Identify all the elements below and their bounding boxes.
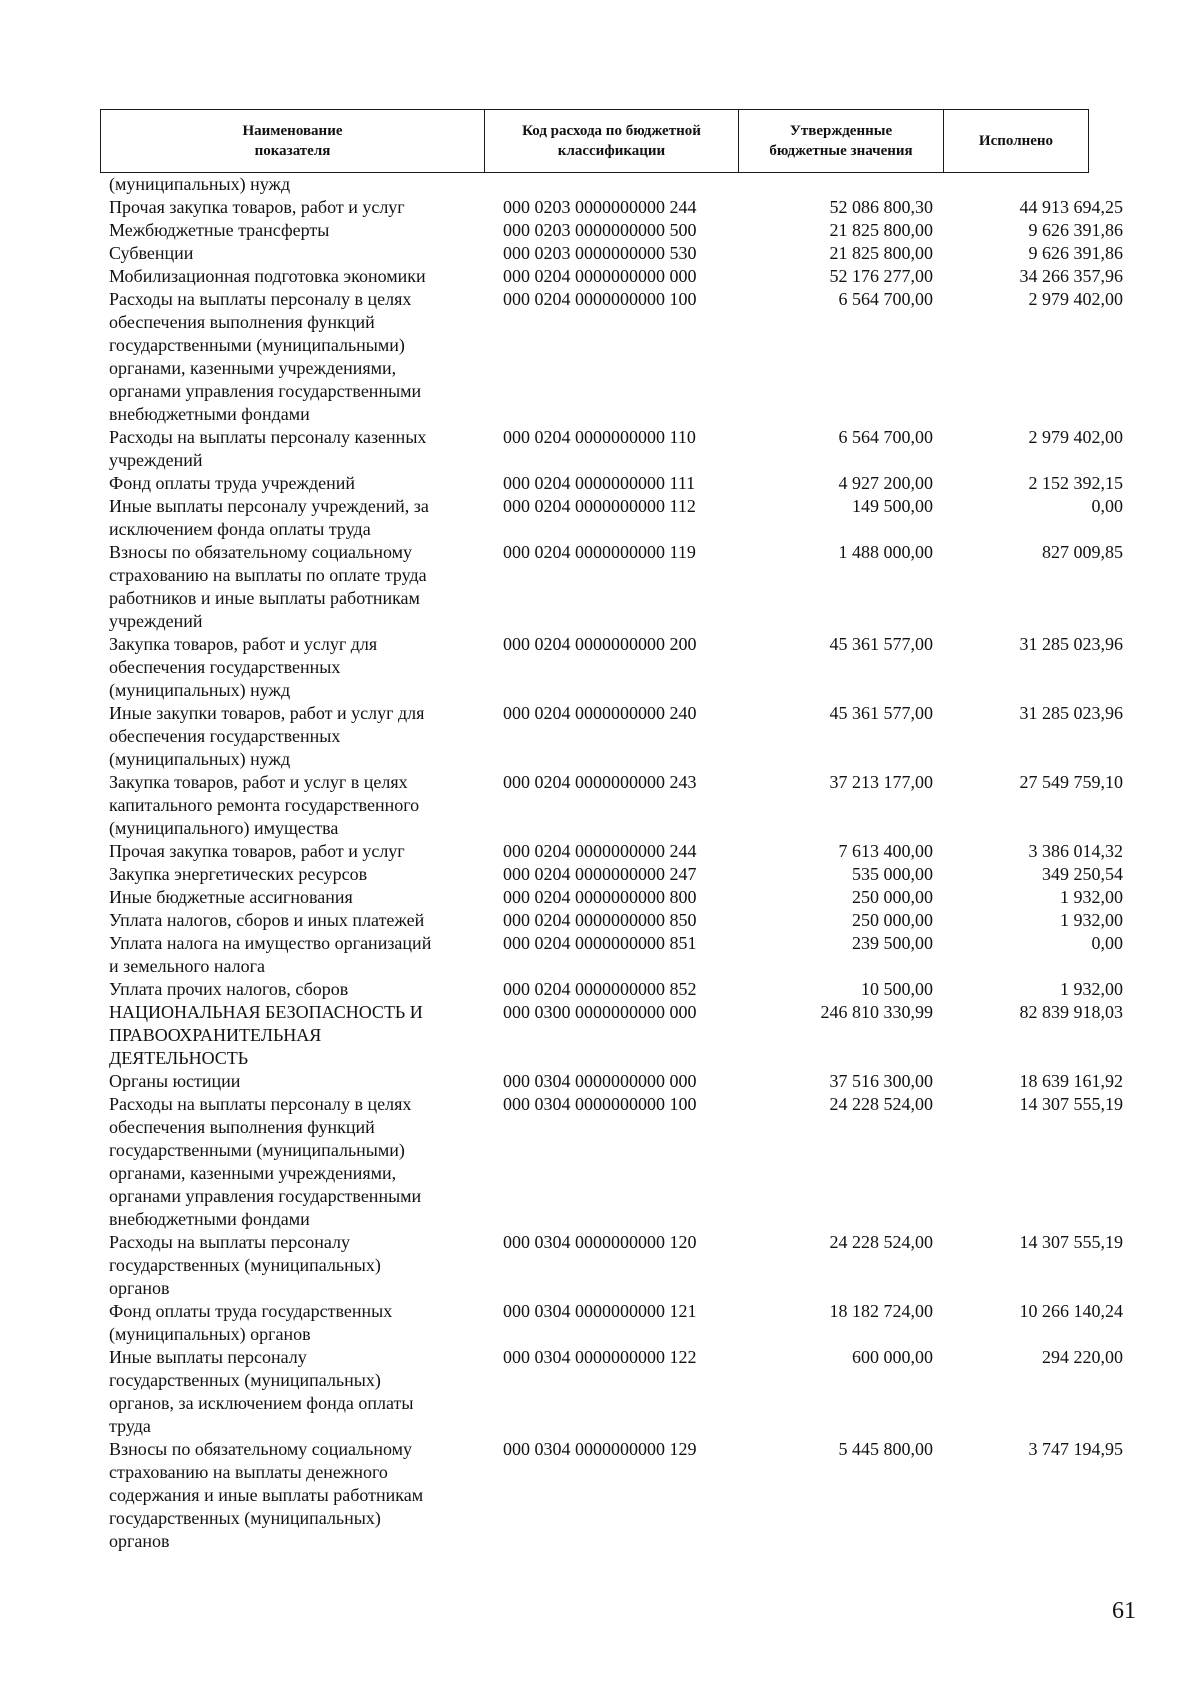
row-exec-cell: 82 839 918,03 (1019, 1002, 1123, 1022)
row-plan-cell: 21 825 800,00 (829, 220, 933, 240)
row-name-cell: Закупка энергетических ресурсов (109, 864, 368, 884)
row-name-cell: (муниципальных) нужд (109, 174, 291, 194)
row-exec-cell: 0,00 (1091, 933, 1123, 953)
row-plan-cell: 600 000,00 (852, 1347, 933, 1367)
row-name-cell: Расходы на выплаты персоналу государственных (муниципальных) органов (109, 1232, 381, 1298)
row-plan-cell: 45 361 577,00 (829, 634, 933, 654)
row-name-cell: Фонд оплаты труда учреждений (109, 473, 355, 493)
table-row (0, 909, 1200, 932)
row-plan-cell: 250 000,00 (852, 910, 933, 930)
table-row (0, 541, 1200, 633)
row-plan-cell: 4 927 200,00 (838, 473, 933, 493)
header-code-label: Код расхода по бюджетной классификации (522, 123, 701, 159)
row-code-cell: 000 0304 0000000000 120 (503, 1232, 697, 1252)
row-code-cell: 000 0203 0000000000 500 (503, 220, 697, 240)
row-exec-cell: 9 626 391,86 (1028, 220, 1123, 240)
page-number: 61 (1112, 1598, 1136, 1624)
row-plan-cell: 535 000,00 (852, 864, 933, 884)
row-code-cell: 000 0204 0000000000 850 (503, 910, 697, 930)
row-code-cell: 000 0204 0000000000 247 (503, 864, 697, 884)
row-code-cell: 000 0204 0000000000 110 (503, 427, 696, 447)
row-code-cell: 000 0300 0000000000 000 (503, 1002, 697, 1022)
table-row (0, 265, 1200, 288)
header-plan-cell (739, 110, 944, 172)
row-plan-cell: 239 500,00 (852, 933, 933, 953)
row-name-cell: Фонд оплаты труда государственных (муниципальных) органов (109, 1301, 393, 1344)
row-exec-cell: 3 386 014,32 (1028, 841, 1123, 861)
row-exec-cell: 10 266 140,24 (1019, 1301, 1123, 1321)
row-exec-cell: 294 220,00 (1042, 1347, 1123, 1367)
row-exec-cell: 34 266 357,96 (1019, 266, 1123, 286)
row-exec-cell: 0,00 (1091, 496, 1123, 516)
row-exec-cell: 1 932,00 (1060, 887, 1123, 907)
header-exec-label: Исполнено (978, 133, 1054, 149)
table-row (0, 1093, 1200, 1231)
row-exec-cell: 827 009,85 (1042, 542, 1123, 562)
table-row (0, 173, 1200, 196)
table-row (0, 932, 1200, 978)
row-exec-cell: 31 285 023,96 (1019, 703, 1123, 723)
table-row (0, 495, 1200, 541)
row-code-cell: 000 0204 0000000000 100 (503, 289, 697, 309)
table-row (0, 633, 1200, 702)
row-code-cell: 000 0204 0000000000 852 (503, 979, 697, 999)
row-name-cell: Расходы на выплаты персоналу в целях обеспечения выполнения функций государственными (муниципальными) органами, казенными учреждениями, органами управления государственными внебюджетными фондами (109, 289, 422, 424)
row-name-cell: Расходы на выплаты персоналу в целях обеспечения выполнения функций государственными (муниципальными) органами, казенными учреждениями, органами управления государственными внебюджетными фондами (109, 1094, 422, 1229)
row-exec-cell (933, 173, 1123, 196)
row-code-cell: 000 0304 0000000000 000 (503, 1071, 697, 1091)
table-row (0, 1300, 1200, 1346)
row-plan-cell: 24 228 524,00 (829, 1232, 933, 1252)
row-name-cell: Субвенции (109, 243, 194, 263)
row-code-cell: 000 0304 0000000000 100 (503, 1094, 697, 1114)
row-exec-cell: 31 285 023,96 (1019, 634, 1123, 654)
row-code-cell: 000 0204 0000000000 000 (503, 266, 697, 286)
row-exec-cell: 14 307 555,19 (1019, 1094, 1123, 1114)
row-code-cell: 000 0204 0000000000 240 (503, 703, 697, 723)
row-plan-cell: 250 000,00 (852, 887, 933, 907)
table-row (0, 702, 1200, 771)
table-row (0, 771, 1200, 840)
row-exec-cell: 349 250,54 (1042, 864, 1123, 884)
table-row (0, 886, 1200, 909)
row-plan-cell: 149 500,00 (852, 496, 933, 516)
row-name-cell: Иные выплаты персоналу учреждений, за исключением фонда оплаты труда (109, 496, 429, 539)
row-name-cell: Уплата налогов, сборов и иных платежей (109, 910, 425, 930)
row-plan-cell: 52 086 800,30 (829, 197, 933, 217)
row-exec-cell: 3 747 194,95 (1028, 1439, 1123, 1459)
header-plan-label: Утвержденные бюджетные значения (769, 123, 913, 159)
row-code-cell: 000 0204 0000000000 119 (503, 542, 696, 562)
row-code-cell (495, 173, 735, 196)
row-plan-cell: 1 488 000,00 (838, 542, 933, 562)
table-row (0, 1001, 1200, 1070)
row-exec-cell: 14 307 555,19 (1019, 1232, 1123, 1252)
row-code-cell: 000 0203 0000000000 530 (503, 243, 697, 263)
row-code-cell: 000 0204 0000000000 112 (503, 496, 696, 516)
row-plan-cell: 21 825 800,00 (829, 243, 933, 263)
row-plan-cell: 37 213 177,00 (829, 772, 933, 792)
table-row (0, 219, 1200, 242)
row-code-cell: 000 0204 0000000000 111 (503, 473, 696, 493)
table-row (0, 472, 1200, 495)
row-plan-cell: 246 810 330,99 (820, 1002, 933, 1022)
table-row (0, 840, 1200, 863)
header-exec-cell (944, 110, 1088, 172)
row-name-cell: Прочая закупка товаров, работ и услуг (109, 841, 405, 861)
row-plan-cell: 5 445 800,00 (838, 1439, 933, 1459)
table-row (0, 1346, 1200, 1438)
row-exec-cell: 2 979 402,00 (1028, 427, 1123, 447)
row-name-cell: Межбюджетные трансферты (109, 220, 330, 240)
table-row (0, 1070, 1200, 1093)
table-row (0, 1438, 1200, 1553)
row-name-cell: Уплата налога на имущество организаций и земельного налога (109, 933, 432, 976)
row-name-cell: НАЦИОНАЛЬНАЯ БЕЗОПАСНОСТЬ И ПРАВООХРАНИТЕЛЬНАЯ ДЕЯТЕЛЬНОСТЬ (109, 1002, 423, 1068)
row-name-cell: Взносы по обязательному социальному страхованию на выплаты по оплате труда работников и иные выплаты работникам учреждений (109, 542, 427, 631)
table-header (100, 109, 1089, 173)
row-plan-cell (735, 173, 933, 196)
table-row (0, 426, 1200, 472)
row-plan-cell: 6 564 700,00 (838, 427, 933, 447)
row-code-cell: 000 0304 0000000000 121 (503, 1301, 697, 1321)
row-name-cell: Мобилизационная подготовка экономики (109, 266, 426, 286)
header-name-label: Наименование показателя (242, 123, 343, 159)
row-name-cell: Взносы по обязательному социальному страхованию на выплаты денежного содержания и иные выплаты работникам государственных (муниципальных) органов (109, 1439, 424, 1551)
row-exec-cell: 9 626 391,86 (1028, 243, 1123, 263)
row-exec-cell: 1 932,00 (1060, 979, 1123, 999)
table-row (0, 863, 1200, 886)
row-code-cell: 000 0204 0000000000 851 (503, 933, 697, 953)
table-row (0, 242, 1200, 265)
row-exec-cell: 18 639 161,92 (1019, 1071, 1123, 1091)
table-row (0, 1231, 1200, 1300)
row-plan-cell: 10 500,00 (861, 979, 933, 999)
row-name-cell: Органы юстиции (109, 1071, 241, 1091)
row-exec-cell: 1 932,00 (1060, 910, 1123, 930)
row-exec-cell: 2 152 392,15 (1028, 473, 1123, 493)
header-code-cell (485, 110, 739, 172)
row-exec-cell: 2 979 402,00 (1028, 289, 1123, 309)
row-code-cell: 000 0304 0000000000 129 (503, 1439, 697, 1459)
row-name-cell: Расходы на выплаты персоналу казенных учреждений (109, 427, 427, 470)
row-name-cell: Иные закупки товаров, работ и услуг для обеспечения государственных (муниципальных) нужд (109, 703, 425, 769)
row-plan-cell: 37 516 300,00 (829, 1071, 933, 1091)
row-name-cell: Прочая закупка товаров, работ и услуг (109, 197, 405, 217)
row-code-cell: 000 0204 0000000000 200 (503, 634, 697, 654)
row-name-cell: Закупка товаров, работ и услуг для обеспечения государственных (муниципальных) нужд (109, 634, 378, 700)
row-code-cell: 000 0204 0000000000 243 (503, 772, 697, 792)
table-row (0, 196, 1200, 219)
row-code-cell: 000 0204 0000000000 800 (503, 887, 697, 907)
row-plan-cell: 7 613 400,00 (838, 841, 933, 861)
table-row (0, 288, 1200, 426)
header-name-cell (101, 110, 485, 172)
row-name-cell: Закупка товаров, работ и услуг в целях капитального ремонта государственного (муниципального) имущества (109, 772, 420, 838)
row-plan-cell: 6 564 700,00 (838, 289, 933, 309)
table-body (0, 173, 1200, 1553)
row-plan-cell: 52 176 277,00 (829, 266, 933, 286)
row-name-cell: Иные бюджетные ассигнования (109, 887, 353, 907)
row-name-cell: Уплата прочих налогов, сборов (109, 979, 349, 999)
row-plan-cell: 45 361 577,00 (829, 703, 933, 723)
row-code-cell: 000 0304 0000000000 122 (503, 1347, 697, 1367)
row-exec-cell: 44 913 694,25 (1019, 197, 1123, 217)
row-exec-cell: 27 549 759,10 (1019, 772, 1123, 792)
row-name-cell: Иные выплаты персоналу государственных (муниципальных) органов, за исключением фонда оплаты труда (109, 1347, 414, 1436)
row-code-cell: 000 0203 0000000000 244 (503, 197, 697, 217)
row-code-cell: 000 0204 0000000000 244 (503, 841, 697, 861)
row-plan-cell: 24 228 524,00 (829, 1094, 933, 1114)
table-row (0, 978, 1200, 1001)
row-plan-cell: 18 182 724,00 (829, 1301, 933, 1321)
